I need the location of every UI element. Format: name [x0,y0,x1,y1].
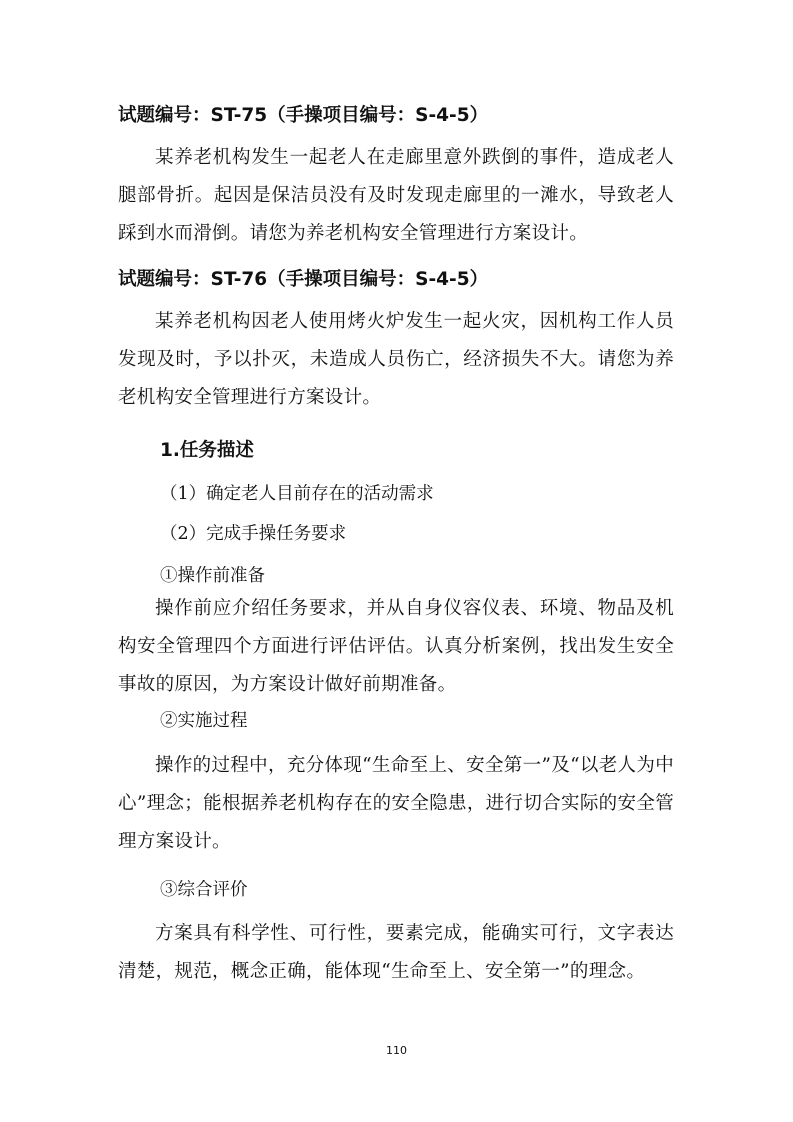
task-item-2: （2）完成手操任务要求 [160,524,347,544]
question-heading-st75: 试题编号：ST-75（手操项目编号：S-4-5） [118,105,489,126]
task-item-1: （1）确定老人目前存在的活动需求 [160,484,434,504]
task-description-title: 1.任务描述 [160,440,254,461]
step-1-text: 操作前应介绍任务要求，并从自身仪容仪表、环境、物品及机构安全管理四个方面进行评估评估。认真分析案例，找出发生安全事故的原因，为方案设计做好前期准备。 [118,598,674,695]
step-2-label: ②实施过程 [160,711,248,731]
question-text-st75: 某养老机构发生一起老人在走廊里意外跌倒的事件，造成老人腿部骨折。起因是保洁员没有及时发现走廊里的一滩水，导致老人踩到水而滑倒。请您为养老机构安全管理进行方案设计。 [118,147,674,244]
question-heading-st76: 试题编号：ST-76（手操项目编号：S-4-5） [118,269,489,290]
page-number: 110 [386,1044,407,1057]
step-1-label: ①操作前准备 [160,566,265,586]
question-text-st76: 某养老机构因老人使用烤火炉发生一起火灾，因机构工作人员发现及时，予以扑灭，未造成人员伤亡，经济损失不大。请您为养老机构安全管理进行方案设计。 [118,311,674,408]
step-3-text: 方案具有科学性、可行性，要素完成，能确实可行，文字表达清楚，规范，概念正确，能体现“生命至上、安全第一”的理念。 [118,923,674,982]
step-2-text: 操作的过程中，充分体现“生命至上、安全第一”及“以老人为中心”理念；能根据养老机构存在的安全隐患，进行切合实际的安全管理方案设计。 [118,755,674,852]
step-3-label: ③综合评价 [160,880,248,900]
